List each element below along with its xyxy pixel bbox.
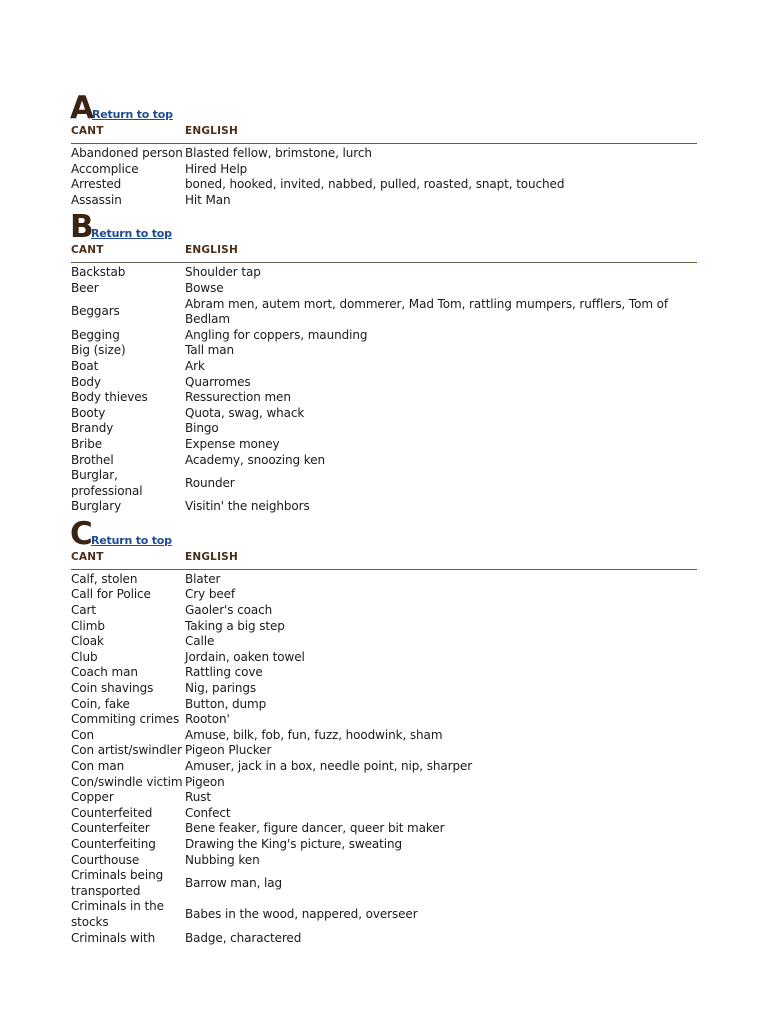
cant-term: Beer — [71, 280, 99, 295]
table-row — [71, 499, 697, 515]
table-row — [71, 899, 697, 930]
table-row — [71, 437, 697, 453]
cant-term: Con man — [71, 759, 125, 773]
english-meaning: Rooton' — [185, 712, 230, 727]
english-meaning: Amuser, jack in a box, needle point, nip, sharper — [185, 759, 473, 773]
table-row — [71, 297, 697, 328]
english-meaning: Pigeon Plucker — [185, 743, 272, 758]
english-meaning: Jordain, oaken towel — [185, 649, 305, 664]
table-row — [71, 868, 697, 899]
cant-term: Abandoned person — [71, 146, 183, 160]
cant-term: Counterfeited — [71, 805, 153, 820]
cant-term: Con artist/swindler — [71, 743, 182, 758]
english-meaning: Abram men, autem mort, dommerer, Mad Tom, rattling mumpers, rufflers, Tom of Bedlam — [185, 296, 669, 327]
english-meaning: Shoulder tap — [185, 265, 261, 280]
english-meaning: Drawing the King's picture, sweating — [185, 836, 403, 851]
cant-term: Coin, fake — [71, 696, 130, 711]
english-meaning: Academy, snoozing ken — [185, 452, 325, 467]
english-meaning: Barrow man, lag — [185, 875, 283, 890]
cant-term: Brandy — [71, 421, 114, 436]
column-header-cant: CANT — [71, 125, 104, 137]
table-row — [71, 697, 697, 713]
table-row — [71, 619, 697, 635]
column-headers — [71, 242, 697, 263]
glossary-document — [70, 90, 697, 946]
english-meaning: Confect — [185, 805, 231, 820]
cant-term: Counterfeiter — [71, 821, 150, 836]
english-meaning: Nubbing ken — [185, 852, 260, 867]
table-row — [71, 603, 697, 619]
cant-term: Con — [71, 727, 95, 742]
table-row — [71, 837, 697, 853]
section-header — [70, 515, 697, 552]
table-row — [71, 665, 697, 681]
english-meaning: Tall man — [185, 343, 235, 358]
cant-term: Coach man — [71, 665, 138, 680]
table-row — [71, 390, 697, 406]
english-meaning: Quota, swag, whack — [185, 405, 305, 420]
table-row — [71, 281, 697, 297]
glossary-table — [71, 265, 697, 515]
english-meaning: Rattling cove — [185, 665, 263, 680]
table-row — [71, 177, 697, 193]
cant-term: Body — [71, 374, 101, 389]
table-row — [71, 453, 697, 469]
table-row — [71, 821, 697, 837]
table-row — [71, 343, 697, 359]
column-headers — [71, 549, 697, 570]
section-b — [70, 209, 697, 515]
table-row — [71, 572, 697, 588]
cant-term: Copper — [71, 790, 114, 805]
english-meaning: Hired Help — [185, 161, 248, 176]
english-meaning: Pigeon — [185, 774, 225, 789]
cant-term: Con/swindle victim — [71, 774, 183, 789]
table-row — [71, 806, 697, 822]
cant-term: Boat — [71, 358, 99, 373]
cant-term: Beggars — [71, 304, 120, 319]
cant-term: Burglar, professional — [71, 468, 143, 498]
table-row — [71, 359, 697, 375]
glossary-table — [71, 572, 697, 946]
cant-term: Backstab — [71, 265, 126, 280]
table-row — [71, 421, 697, 437]
table-row — [71, 853, 697, 869]
english-meaning: Ark — [185, 358, 205, 373]
table-row — [71, 265, 697, 281]
table-row — [71, 146, 697, 162]
cant-term: Criminals being transported — [71, 868, 164, 898]
table-row — [71, 743, 697, 759]
table-row — [71, 468, 697, 499]
cant-term: Call for Police — [71, 587, 151, 602]
english-meaning: Calle — [185, 634, 215, 649]
english-meaning: Cry beef — [185, 587, 236, 602]
english-meaning: Angling for coppers, maunding — [185, 327, 368, 342]
section-header — [70, 209, 697, 246]
cant-term: Assassin — [71, 192, 122, 207]
section-a — [70, 90, 697, 208]
english-meaning: Bowse — [185, 280, 224, 295]
return-to-top-link[interactable]: Return to top — [91, 533, 172, 547]
cant-term: Accomplice — [71, 161, 139, 176]
cant-term: Bribe — [71, 436, 103, 451]
english-meaning: boned, hooked, invited, nabbed, pulled, roasted, snapt, touched — [185, 177, 565, 192]
return-to-top-link[interactable]: Return to top — [92, 108, 173, 121]
english-meaning: Blasted fellow, brimstone, lurch — [185, 146, 372, 160]
english-meaning: Gaoler's coach — [185, 603, 273, 618]
column-header-cant: CANT — [71, 550, 104, 563]
table-row — [71, 406, 697, 422]
cant-term: Brothel — [71, 452, 114, 467]
english-meaning: Amuse, bilk, fob, fun, fuzz, hoodwink, sham — [185, 727, 443, 742]
table-row — [71, 162, 697, 178]
table-row — [71, 650, 697, 666]
cant-term: Calf, stolen — [71, 571, 138, 586]
section-header — [70, 90, 697, 126]
english-meaning: Taking a big step — [185, 618, 285, 633]
table-row — [71, 759, 697, 775]
cant-term: Cart — [71, 603, 96, 618]
cant-term: Big (size) — [71, 343, 126, 358]
return-to-top-link[interactable]: Return to top — [91, 227, 172, 241]
english-meaning: Blater — [185, 571, 221, 586]
cant-term: Coin shavings — [71, 681, 154, 696]
cant-term: Booty — [71, 405, 106, 420]
english-meaning: Nig, parings — [185, 681, 257, 696]
section-letter: C — [70, 515, 93, 552]
column-header-cant: CANT — [71, 244, 104, 257]
english-meaning: Button, dump — [185, 696, 267, 711]
glossary-table — [71, 146, 697, 208]
english-meaning: Visitin' the neighbors — [185, 499, 310, 514]
table-row — [71, 728, 697, 744]
column-header-english: ENGLISH — [185, 244, 238, 257]
english-meaning: Rounder — [185, 475, 235, 490]
section-c — [70, 515, 697, 946]
cant-term: Begging — [71, 327, 120, 342]
english-meaning: Bene feaker, figure dancer, queer bit maker — [185, 821, 445, 836]
section-letter: A — [70, 90, 94, 126]
cant-term: Courthouse — [71, 852, 140, 867]
section-letter: B — [70, 209, 94, 246]
cant-term: Burglary — [71, 499, 122, 514]
table-row — [71, 931, 697, 947]
cant-term: Commiting crimes — [71, 712, 180, 727]
table-row — [71, 775, 697, 791]
table-row — [71, 193, 697, 209]
table-row — [71, 328, 697, 344]
cant-term: Climb — [71, 618, 105, 633]
table-row — [71, 634, 697, 650]
cant-term: Criminals with — [71, 930, 156, 945]
column-headers — [71, 123, 697, 144]
english-meaning: Badge, charactered — [185, 930, 302, 945]
english-meaning: Ressurection men — [185, 390, 291, 405]
cant-term: Club — [71, 649, 98, 664]
cant-term: Criminals in the stocks — [71, 899, 164, 929]
english-meaning: Babes in the wood, nappered, overseer — [185, 907, 418, 922]
english-meaning: Expense money — [185, 436, 280, 451]
table-row — [71, 375, 697, 391]
cant-term: Body thieves — [71, 390, 148, 405]
cant-term: Cloak — [71, 634, 104, 649]
english-meaning: Quarromes — [185, 374, 251, 389]
table-row — [71, 790, 697, 806]
table-row — [71, 681, 697, 697]
english-meaning: Bingo — [185, 421, 219, 436]
cant-term: Counterfeiting — [71, 836, 156, 851]
table-row — [71, 587, 697, 603]
english-meaning: Hit Man — [185, 192, 231, 207]
column-header-english: ENGLISH — [185, 125, 238, 137]
column-header-english: ENGLISH — [185, 550, 238, 563]
english-meaning: Rust — [185, 790, 211, 805]
cant-term: Arrested — [71, 177, 122, 192]
table-row — [71, 712, 697, 728]
